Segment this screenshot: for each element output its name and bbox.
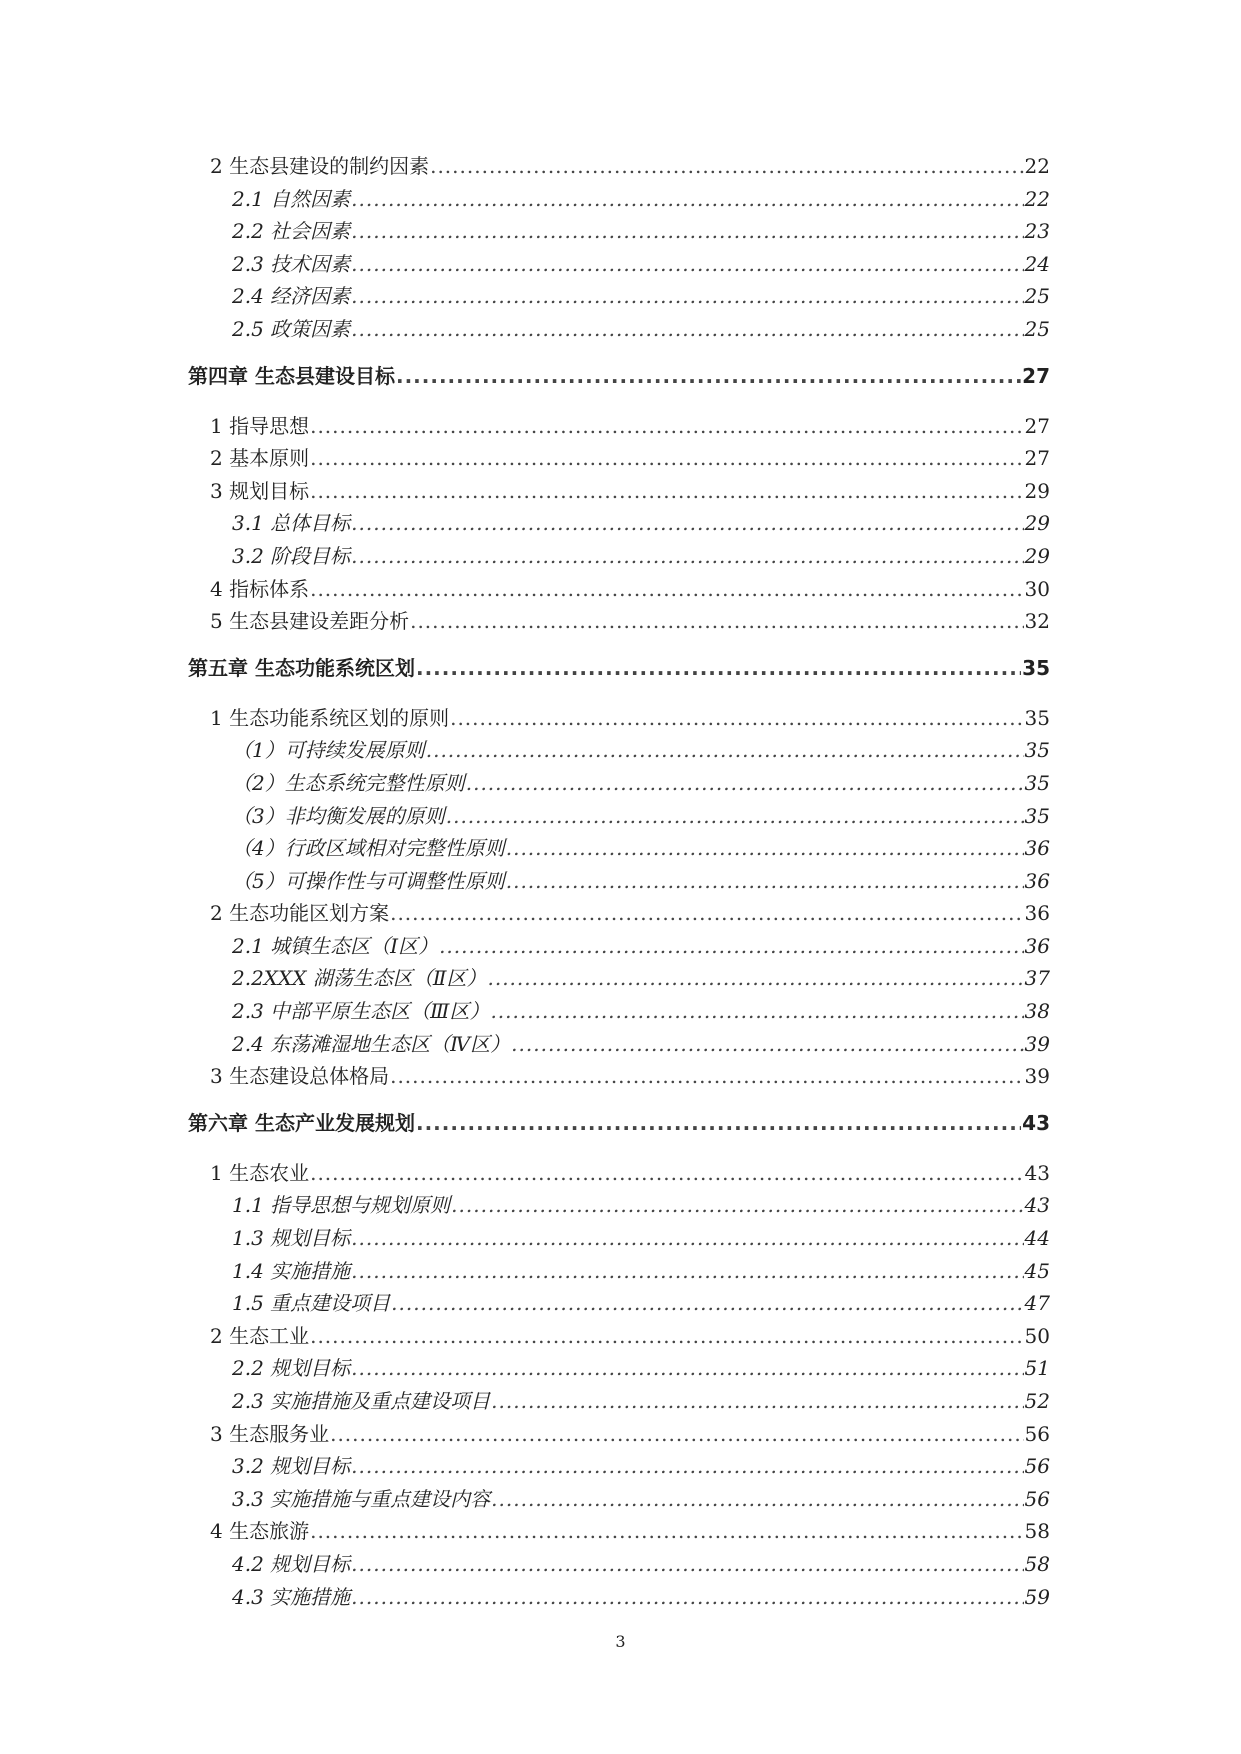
toc-leader-dots	[310, 1515, 1023, 1548]
toc-entry-page: 56	[1024, 1486, 1050, 1511]
toc-subsection-entry[interactable]	[188, 1483, 1050, 1516]
toc-leader-dots	[351, 183, 1023, 216]
toc-leader-dots	[351, 280, 1023, 313]
toc-entry-page: 43	[1024, 1160, 1050, 1185]
toc-leader-dots	[351, 313, 1023, 346]
toc-section-entry[interactable]	[188, 1060, 1050, 1093]
toc-entry-page: 38	[1024, 999, 1050, 1024]
toc-subsection-entry[interactable]	[188, 1189, 1050, 1222]
toc-entry-page: 39	[1024, 1064, 1050, 1089]
toc-leader-dots	[351, 1255, 1023, 1288]
toc-entry-title: （5）可操作性与可调整性原则	[232, 868, 505, 893]
toc-leader-dots	[426, 734, 1024, 767]
toc-leader-dots	[506, 832, 1024, 865]
toc-entry-title: （2）生态系统完整性原则	[232, 770, 465, 795]
toc-entry-title: （4）行政区域相对完整性原则	[232, 836, 505, 861]
toc-entry-page: 52	[1024, 1389, 1050, 1413]
toc-entry-title: 4 指标体系	[210, 576, 310, 601]
toc-leader-dots	[511, 1028, 1023, 1061]
toc-section-entry[interactable]	[188, 442, 1050, 475]
toc-chapter-entry[interactable]	[188, 1093, 1050, 1157]
toc-entry-title: 2.3 技术因素	[232, 251, 351, 276]
toc-leader-dots	[351, 1548, 1023, 1581]
toc-entry-title: 2.3 实施措施及重点建设项目	[232, 1389, 491, 1413]
toc-subsection-entry[interactable]	[188, 1287, 1050, 1320]
toc-entry-page: 32	[1024, 609, 1050, 634]
toc-section-entry[interactable]	[188, 410, 1050, 443]
toc-entry-title: 2 基本原则	[210, 446, 310, 471]
toc-entry-title: 1.3 规划目标	[232, 1226, 351, 1251]
toc-entry-title: 5 生态县建设差距分析	[210, 609, 410, 634]
toc-subsection-entry[interactable]	[188, 280, 1050, 313]
toc-entry-page: 56	[1024, 1454, 1050, 1479]
toc-entry-title: 1 生态农业	[210, 1160, 310, 1185]
toc-entry-title: 2.1 城镇生态区（Ⅰ区）	[232, 933, 439, 958]
toc-entry-page: 35	[1022, 655, 1050, 680]
toc-leader-dots	[506, 865, 1024, 898]
toc-subsection-entry[interactable]	[188, 1222, 1050, 1255]
toc-leader-dots	[310, 410, 1023, 443]
toc-entry-page: 35	[1024, 803, 1050, 828]
toc-subsection-entry[interactable]	[188, 507, 1050, 540]
toc-entry-title: 2 生态功能区划方案	[210, 901, 390, 926]
toc-entry-page: 59	[1024, 1584, 1050, 1609]
toc-entry-page: 36	[1024, 933, 1050, 958]
toc-leader-dots	[310, 1320, 1023, 1353]
toc-subsection-entry[interactable]	[188, 1450, 1050, 1483]
table-of-contents	[188, 150, 1050, 1613]
toc-subsection-entry[interactable]	[188, 248, 1050, 281]
toc-subsection-entry[interactable]	[188, 183, 1050, 216]
toc-subsection-entry[interactable]	[188, 800, 1050, 833]
toc-entry-page: 44	[1024, 1226, 1050, 1251]
page-number: 3	[615, 1632, 626, 1651]
toc-entry-page: 47	[1024, 1291, 1050, 1316]
toc-section-entry[interactable]	[188, 573, 1050, 606]
toc-entry-title: 2.4 东荡滩湿地生态区（Ⅳ区）	[232, 1031, 511, 1056]
toc-subsection-entry[interactable]	[188, 1548, 1050, 1581]
toc-leader-dots	[390, 1060, 1023, 1093]
toc-leader-dots	[439, 930, 1023, 963]
toc-entry-page: 35	[1024, 770, 1050, 795]
toc-entry-page: 25	[1024, 284, 1050, 309]
toc-entry-page: 22	[1024, 186, 1050, 211]
toc-entry-page: 37	[1024, 966, 1050, 991]
toc-entry-page: 50	[1024, 1323, 1050, 1348]
toc-entry-page: 29	[1024, 543, 1050, 568]
toc-leader-dots	[491, 1385, 1023, 1418]
toc-entry-title: 3 生态建设总体格局	[210, 1064, 390, 1089]
toc-section-entry[interactable]	[188, 702, 1050, 735]
toc-subsection-entry[interactable]	[188, 1581, 1050, 1614]
toc-leader-dots	[351, 540, 1023, 573]
toc-entry-page: 25	[1024, 316, 1050, 341]
toc-subsection-entry[interactable]	[188, 865, 1050, 898]
toc-subsection-entry[interactable]	[188, 1352, 1050, 1385]
toc-leader-dots	[351, 248, 1023, 281]
toc-entry-title: 2.3 中部平原生态区（Ⅲ区）	[232, 999, 490, 1024]
toc-entry-page: 30	[1024, 576, 1050, 601]
toc-leader-dots	[396, 360, 1021, 392]
toc-entry-title: 2.5 政策因素	[232, 316, 351, 341]
toc-subsection-entry[interactable]	[188, 540, 1050, 573]
toc-leader-dots	[490, 995, 1023, 1028]
toc-subsection-entry[interactable]	[188, 1255, 1050, 1288]
toc-entry-title: 3 规划目标	[210, 478, 310, 503]
toc-section-entry[interactable]	[188, 475, 1050, 508]
toc-entry-page: 43	[1022, 1110, 1050, 1135]
toc-entry-page: 36	[1024, 836, 1050, 861]
toc-subsection-entry[interactable]	[188, 832, 1050, 865]
toc-entry-title: 2 生态县建设的制约因素	[210, 154, 430, 178]
toc-subsection-entry[interactable]	[188, 734, 1050, 767]
toc-leader-dots	[487, 962, 1023, 995]
toc-entry-page: 29	[1024, 511, 1050, 536]
toc-leader-dots	[351, 1450, 1023, 1483]
toc-entry-title: 2 生态工业	[210, 1323, 310, 1348]
toc-entry-page: 43	[1024, 1193, 1050, 1218]
toc-leader-dots	[451, 1189, 1023, 1222]
toc-subsection-entry[interactable]	[188, 313, 1050, 346]
toc-entry-page: 29	[1024, 478, 1050, 503]
toc-section-entry[interactable]	[188, 150, 1050, 183]
toc-leader-dots	[430, 150, 1023, 183]
toc-leader-dots	[351, 507, 1023, 540]
toc-entry-title: 2.2XXX 湖荡生态区（Ⅱ区）	[232, 966, 487, 991]
toc-leader-dots	[391, 1287, 1023, 1320]
toc-section-entry[interactable]	[188, 605, 1050, 638]
toc-entry-title: 2.2 社会因素	[232, 219, 351, 244]
toc-entry-title: 4.3 实施措施	[232, 1584, 351, 1609]
toc-entry-title: 第六章 生态产业发展规划	[188, 1110, 415, 1135]
toc-entry-page: 39	[1024, 1031, 1050, 1056]
toc-leader-dots	[446, 800, 1024, 833]
toc-leader-dots	[310, 573, 1023, 606]
toc-leader-dots	[450, 702, 1023, 735]
toc-entry-page: 35	[1024, 705, 1050, 730]
toc-entry-page: 27	[1024, 446, 1050, 471]
toc-entry-title: 1.5 重点建设项目	[232, 1291, 391, 1316]
toc-entry-title: 第五章 生态功能系统区划	[188, 655, 415, 680]
toc-entry-title: 1.4 实施措施	[232, 1258, 351, 1283]
toc-entry-page: 35	[1024, 738, 1050, 763]
toc-subsection-entry[interactable]	[188, 995, 1050, 1028]
toc-entry-page: 24	[1024, 251, 1050, 276]
toc-leader-dots	[390, 897, 1023, 930]
toc-leader-dots	[351, 215, 1023, 248]
toc-subsection-entry[interactable]	[188, 962, 1050, 995]
toc-leader-dots	[416, 652, 1021, 684]
toc-entry-page: 23	[1024, 219, 1050, 244]
toc-section-entry[interactable]	[188, 897, 1050, 930]
toc-chapter-entry[interactable]	[188, 346, 1050, 410]
toc-subsection-entry[interactable]	[188, 1028, 1050, 1061]
toc-entry-title: 3.3 实施措施与重点建设内容	[232, 1486, 491, 1511]
toc-leader-dots	[416, 1107, 1021, 1139]
toc-entry-page: 27	[1024, 413, 1050, 438]
toc-entry-title: （3）非均衡发展的原则	[232, 803, 445, 828]
toc-leader-dots	[351, 1222, 1023, 1255]
toc-subsection-entry[interactable]	[188, 1385, 1050, 1418]
toc-leader-dots	[410, 605, 1023, 638]
toc-leader-dots	[310, 475, 1023, 508]
toc-section-entry[interactable]	[188, 1515, 1050, 1548]
toc-subsection-entry[interactable]	[188, 930, 1050, 963]
toc-section-entry[interactable]	[188, 1157, 1050, 1190]
toc-entry-title: 3 生态服务业	[210, 1421, 330, 1446]
toc-entry-page: 51	[1024, 1356, 1050, 1381]
toc-leader-dots	[310, 442, 1023, 475]
toc-leader-dots	[351, 1352, 1023, 1385]
toc-section-entry[interactable]	[188, 1418, 1050, 1451]
toc-entry-title: 3.2 规划目标	[232, 1454, 351, 1479]
toc-entry-title: 1 指导思想	[210, 413, 310, 438]
toc-leader-dots	[330, 1418, 1023, 1451]
toc-entry-title: （1）可持续发展原则	[232, 738, 425, 763]
toc-entry-title: 2.1 自然因素	[232, 186, 351, 211]
toc-entry-page: 36	[1024, 901, 1050, 926]
toc-entry-page: 45	[1024, 1258, 1050, 1283]
toc-section-entry[interactable]	[188, 1320, 1050, 1353]
toc-leader-dots	[491, 1483, 1023, 1516]
toc-leader-dots	[466, 767, 1024, 800]
toc-entry-title: 4.2 规划目标	[232, 1551, 351, 1576]
toc-entry-title: 1.1 指导思想与规划原则	[232, 1193, 451, 1218]
toc-entry-title: 1 生态功能系统区划的原则	[210, 705, 450, 730]
toc-leader-dots	[310, 1157, 1023, 1190]
toc-entry-title: 3.2 阶段目标	[232, 543, 351, 568]
toc-entry-page: 27	[1022, 363, 1050, 388]
toc-entry-title: 4 生态旅游	[210, 1519, 310, 1544]
toc-subsection-entry[interactable]	[188, 767, 1050, 800]
toc-entry-title: 2.4 经济因素	[232, 284, 351, 309]
toc-entry-title: 2.2 规划目标	[232, 1356, 351, 1381]
toc-chapter-entry[interactable]	[188, 638, 1050, 702]
toc-entry-page: 56	[1024, 1421, 1050, 1446]
toc-subsection-entry[interactable]	[188, 215, 1050, 248]
toc-entry-title: 3.1 总体目标	[232, 511, 351, 536]
toc-leader-dots	[351, 1581, 1023, 1614]
toc-entry-page: 58	[1024, 1551, 1050, 1576]
toc-entry-page: 58	[1024, 1519, 1050, 1544]
toc-entry-page: 36	[1024, 868, 1050, 893]
toc-entry-page: 22	[1024, 154, 1050, 178]
toc-entry-title: 第四章 生态县建设目标	[188, 363, 395, 388]
